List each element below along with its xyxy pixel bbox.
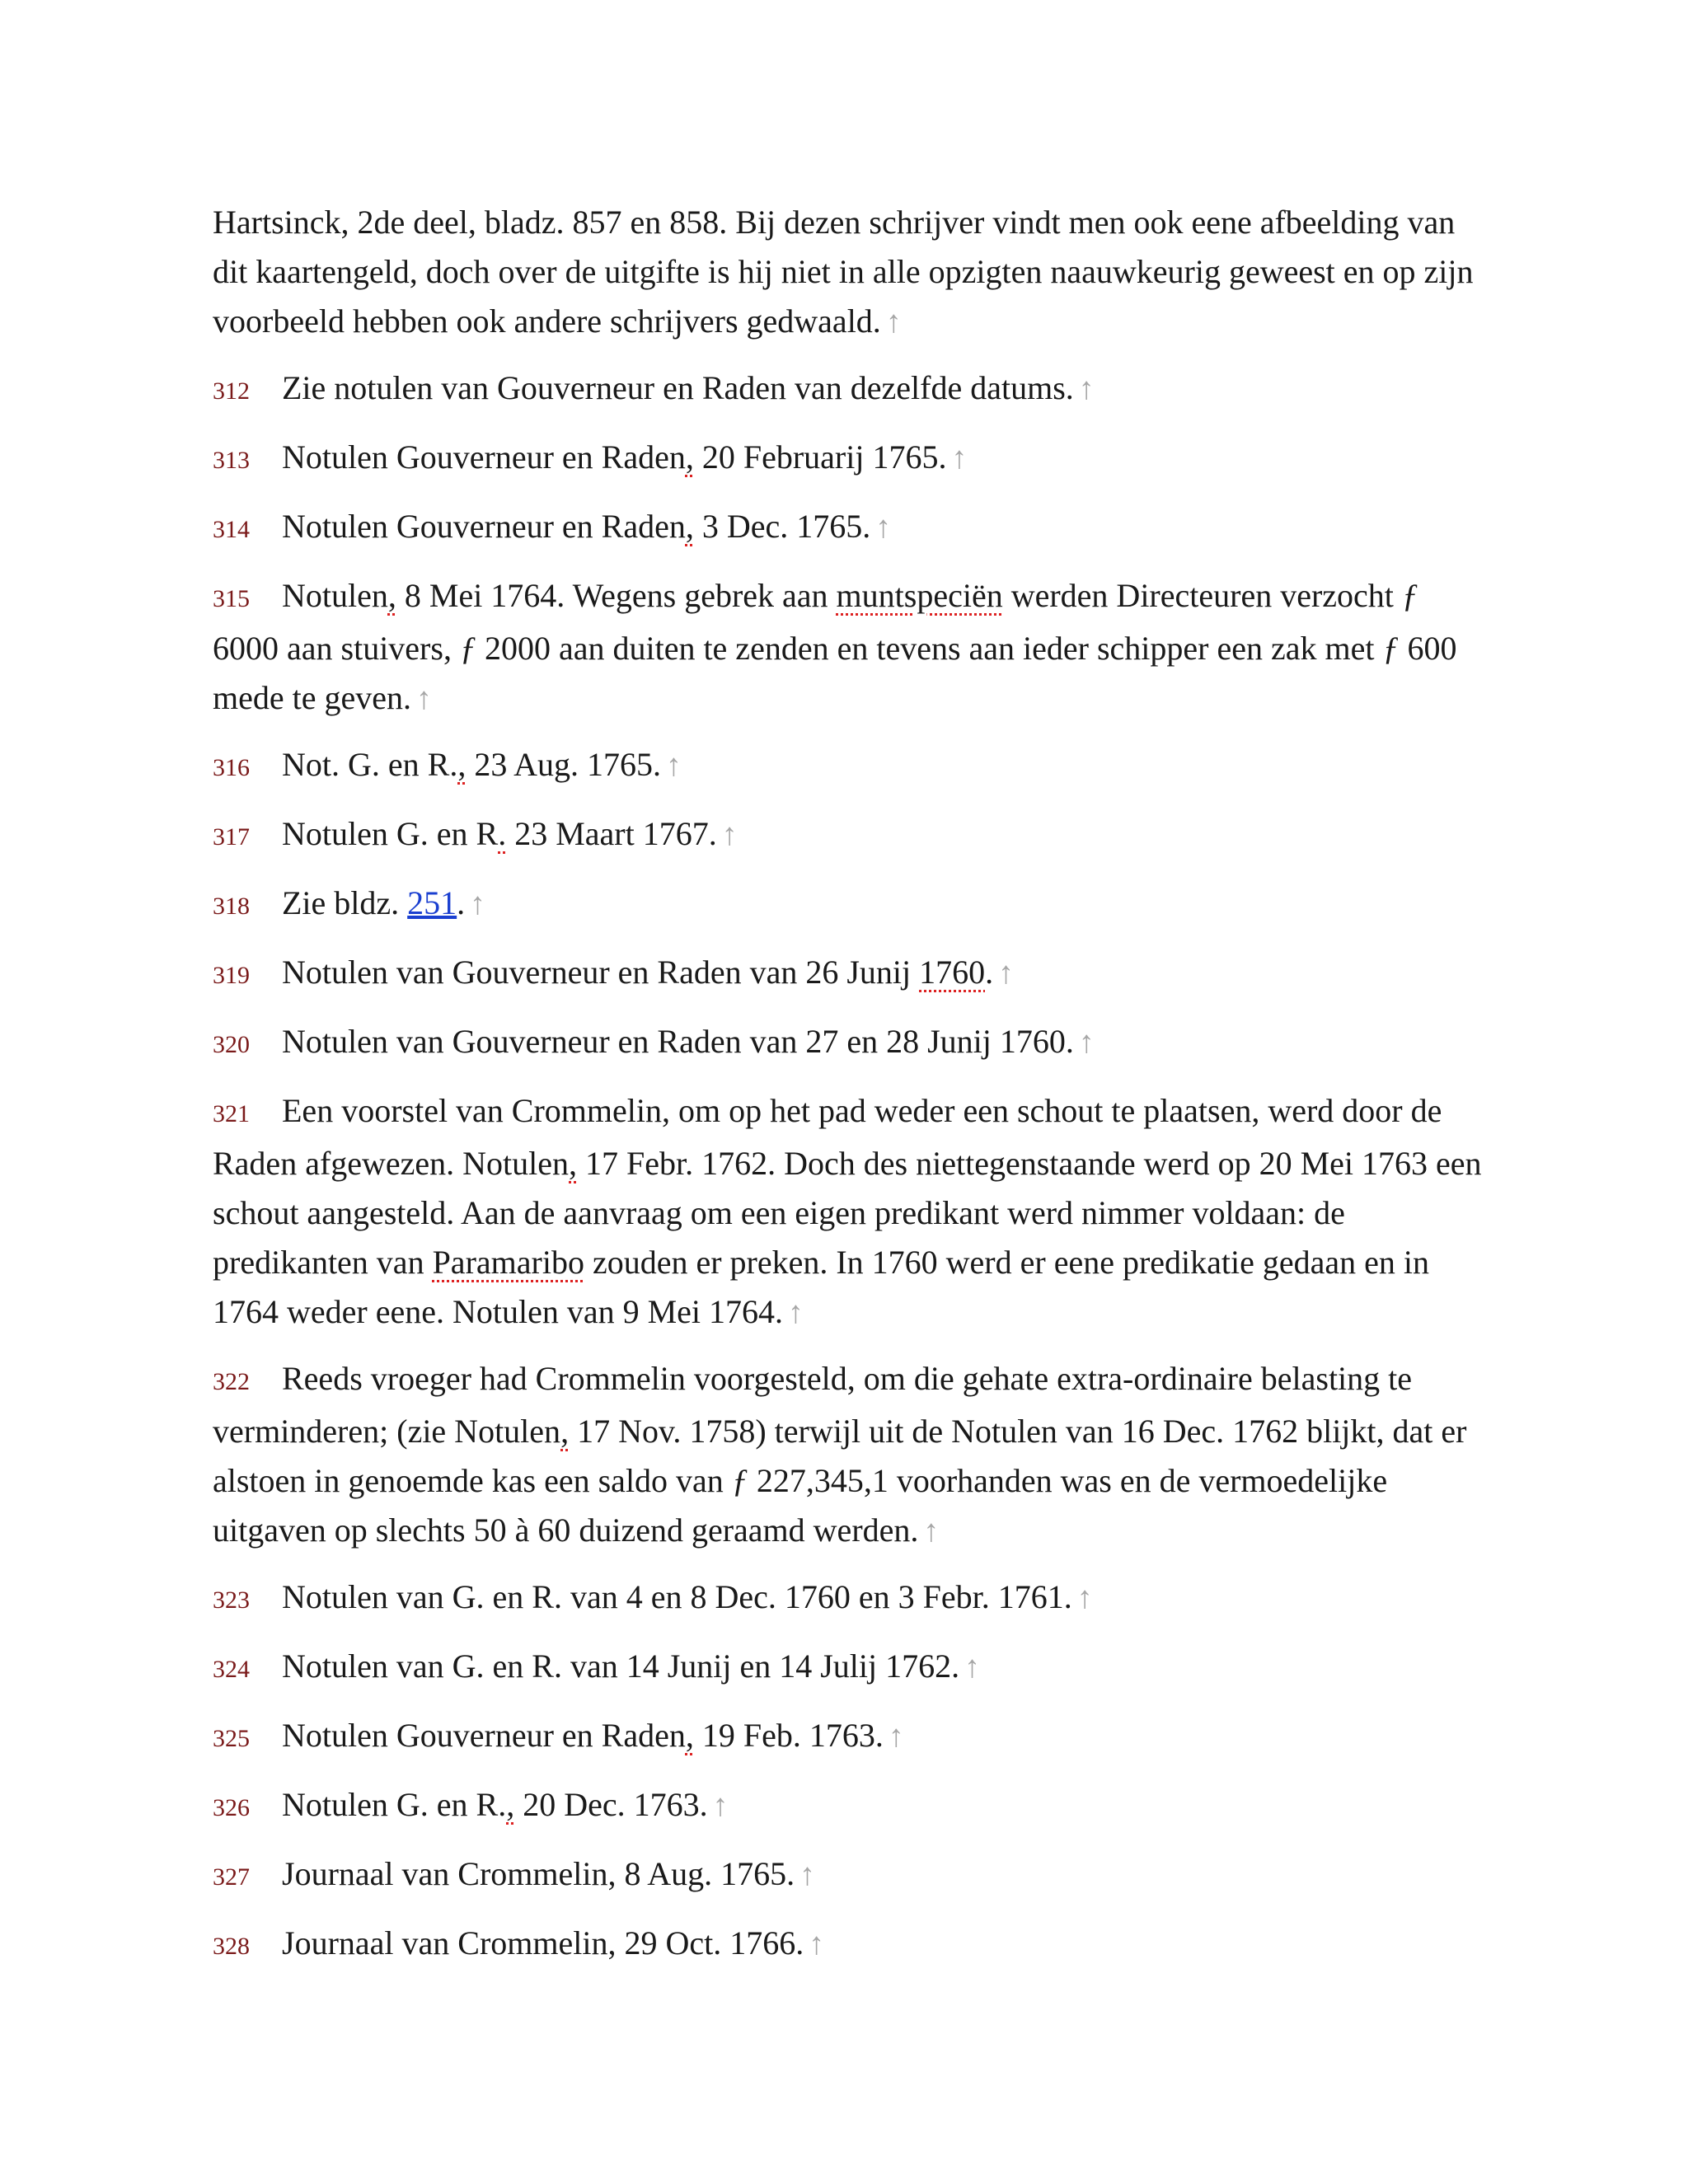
footnote-text: 600 mede te geven. (213, 630, 1457, 716)
footnote-number: 312 (213, 377, 250, 405)
footnote-text: 23 Aug. 1765. (466, 746, 662, 783)
footnote-number: 321 (213, 1100, 250, 1127)
florin-sign: ƒ (731, 1462, 748, 1499)
back-arrow-icon[interactable]: ↑ (964, 1650, 981, 1685)
footnote-text: Not. G. en R. (282, 746, 458, 783)
spellcheck-word: muntspeciën (836, 577, 1003, 614)
footnote-text: Notulen Gouverneur en Raden (282, 508, 686, 545)
page-link[interactable]: 251 (407, 884, 457, 921)
footnote-text: Zie notulen van Gouverneur en Raden van dezelfde datums. (282, 369, 1074, 406)
spellcheck-word: 1760 (919, 954, 986, 991)
footnote-number: 328 (213, 1933, 250, 1960)
back-arrow-icon[interactable]: ↑ (809, 1927, 825, 1961)
back-arrow-icon[interactable]: ↑ (1078, 1025, 1095, 1060)
footnote-number: 327 (213, 1863, 250, 1891)
footnote-text: 23 Maart 1767. (506, 815, 717, 852)
back-arrow-icon[interactable]: ↑ (888, 1719, 904, 1754)
footnote-text: Notulen Gouverneur en Raden (282, 1717, 686, 1754)
spellcheck-mark: , (387, 577, 396, 614)
footnote-number: 318 (213, 893, 250, 920)
footnote-text: Notulen (282, 577, 388, 614)
footnote-number: 315 (213, 585, 250, 612)
footnote-323 (213, 1572, 1482, 1625)
footnote-text: . (457, 884, 466, 921)
footnote-number: 323 (213, 1586, 250, 1614)
back-arrow-icon[interactable]: ↑ (788, 1296, 804, 1330)
back-arrow-icon[interactable]: ↑ (1078, 372, 1095, 406)
footnote-text: werden Directeuren verzocht (1002, 577, 1402, 614)
footnote-number: 320 (213, 1031, 250, 1058)
footnote-text: Journaal van Crommelin, 29 Oct. 1766. (282, 1924, 804, 1961)
footnote-text: 6000 aan stuivers, (213, 630, 460, 667)
back-arrow-icon[interactable]: ↑ (1076, 1581, 1093, 1615)
footnote-317 (213, 809, 1482, 862)
footnote-325 (213, 1711, 1482, 1764)
footnote-text: Notulen G. en R. (282, 1786, 507, 1823)
footnote-315 (213, 571, 1482, 724)
footnote-number: 325 (213, 1725, 250, 1752)
footnote-text: 20 Februarij 1765. (693, 438, 947, 476)
footnote-number: 317 (213, 823, 250, 851)
footnote-text: Notulen van Gouverneur en Raden van 26 Junij (282, 954, 920, 991)
back-arrow-icon[interactable]: ↑ (416, 682, 432, 716)
footnote-322 (213, 1354, 1482, 1556)
spellcheck-mark: , (685, 1717, 694, 1754)
footnote-324 (213, 1642, 1482, 1694)
footnote-number: 326 (213, 1794, 250, 1821)
footnote-number: 319 (213, 962, 250, 989)
footnote-number: 322 (213, 1368, 250, 1395)
florin-sign: ƒ (1382, 630, 1400, 667)
footnote-number: 324 (213, 1656, 250, 1683)
footnote-313 (213, 433, 1482, 485)
footnote-text: Notulen G. en R (282, 815, 499, 852)
footnote-text: Notulen Gouverneur en Raden (282, 438, 686, 476)
back-arrow-icon[interactable]: ↑ (998, 956, 1015, 991)
back-arrow-icon[interactable]: ↑ (799, 1858, 816, 1892)
footnote-text: Reeds vroeger had Crommelin voorgesteld, om die gehate extra-ordinaire belasting te verminderen; (zie Notulen (213, 1360, 1413, 1450)
footnote-number: 316 (213, 754, 250, 781)
footnotes-page (213, 198, 1482, 1988)
back-arrow-icon[interactable]: ↑ (712, 1788, 729, 1823)
footnote-text: Notulen van Gouverneur en Raden van 27 en 28 Junij 1760. (282, 1023, 1074, 1060)
footnote-text: 17 Nov. 1758) terwijl uit de Notulen van 16 Dec. 1762 blijkt, dat er alstoen in genoemde kas een saldo van (213, 1413, 1467, 1499)
footnote-314 (213, 502, 1482, 555)
back-arrow-icon[interactable]: ↑ (470, 887, 486, 921)
back-arrow-icon[interactable]: ↑ (875, 510, 892, 545)
back-arrow-icon[interactable]: ↑ (885, 305, 902, 340)
footnote-text: Notulen van G. en R. van 4 en 8 Dec. 1760 en 3 Febr. 1761. (282, 1578, 1072, 1615)
footnote-text: 17 Febr. 1762. Doch des niettegenstaande werd op 20 Mei 1763 een schout aangesteld. Aan de aanvraag om een eigen predikant werd nimmer voldaan: de predikanten van (213, 1145, 1482, 1281)
florin-sign: ƒ (1401, 577, 1418, 614)
footnote-text: 3 Dec. 1765. (693, 508, 871, 545)
footnote-text: 227,345,1 voorhanden was en de vermoedelijke uitgaven op slechts 50 à 60 duizend geraamd werden. (213, 1462, 1388, 1549)
footnote-text: 8 Mei 1764. Wegens gebrek aan (396, 577, 837, 614)
footnote-text: Journaal van Crommelin, 8 Aug. 1765. (282, 1855, 795, 1892)
back-arrow-icon[interactable]: ↑ (923, 1514, 940, 1549)
back-arrow-icon[interactable]: ↑ (666, 748, 682, 783)
footnote-318 (213, 879, 1482, 931)
footnote-321 (213, 1086, 1482, 1338)
spellcheck-mark: , (506, 1786, 515, 1823)
spellcheck-mark: , (685, 438, 694, 476)
footnote-text: Notulen van G. en R. van 14 Junij en 14 Julij 1762. (282, 1647, 960, 1685)
footnote-312 (213, 363, 1482, 416)
spellcheck-mark: , (569, 1145, 578, 1182)
spellcheck-mark: , (560, 1413, 570, 1450)
spellcheck-mark: , (457, 746, 467, 783)
footnote-number: 314 (213, 516, 250, 543)
footnote-327 (213, 1849, 1482, 1902)
footnote-text: Een voorstel van Crommelin, om op het pad weder een schout te plaatsen, werd door de Raden afgewezen. Notulen (213, 1092, 1442, 1182)
footnote-text: Hartsinck, 2de deel, bladz. 857 en 858. Bij dezen schrijver vindt men ook eene afbeelding van dit kaartengeld, doch over de uitgifte is hij niet in alle opzigten naauwkeurig geweest en op zijn voorbeeld hebben ook andere schrijvers gedwaald. (213, 204, 1474, 340)
spellcheck-word: Paramaribo (432, 1244, 584, 1281)
footnote-320 (213, 1017, 1482, 1070)
footnote-text: Zie bldz. (282, 884, 408, 921)
footnote-text: 2000 aan duiten te zenden en tevens aan ieder schipper een zak met (476, 630, 1383, 667)
back-arrow-icon[interactable]: ↑ (951, 441, 968, 476)
back-arrow-icon[interactable]: ↑ (721, 818, 738, 852)
footnote-continuation (213, 198, 1482, 347)
footnote-316 (213, 740, 1482, 793)
footnote-328 (213, 1919, 1482, 1971)
spellcheck-mark: , (685, 508, 694, 545)
footnote-text: 19 Feb. 1763. (693, 1717, 884, 1754)
footnote-326 (213, 1780, 1482, 1833)
footnote-text: . (985, 954, 994, 991)
footnote-text: 20 Dec. 1763. (514, 1786, 708, 1823)
spellcheck-mark: . (498, 815, 507, 852)
footnote-text: zouden er preken. In 1760 werd er eene predikatie gedaan en in 1764 weder eene. Notulen van 9 Mei 1764. (213, 1244, 1430, 1330)
footnote-319 (213, 948, 1482, 1001)
footnote-number: 313 (213, 447, 250, 474)
florin-sign: ƒ (459, 630, 476, 667)
